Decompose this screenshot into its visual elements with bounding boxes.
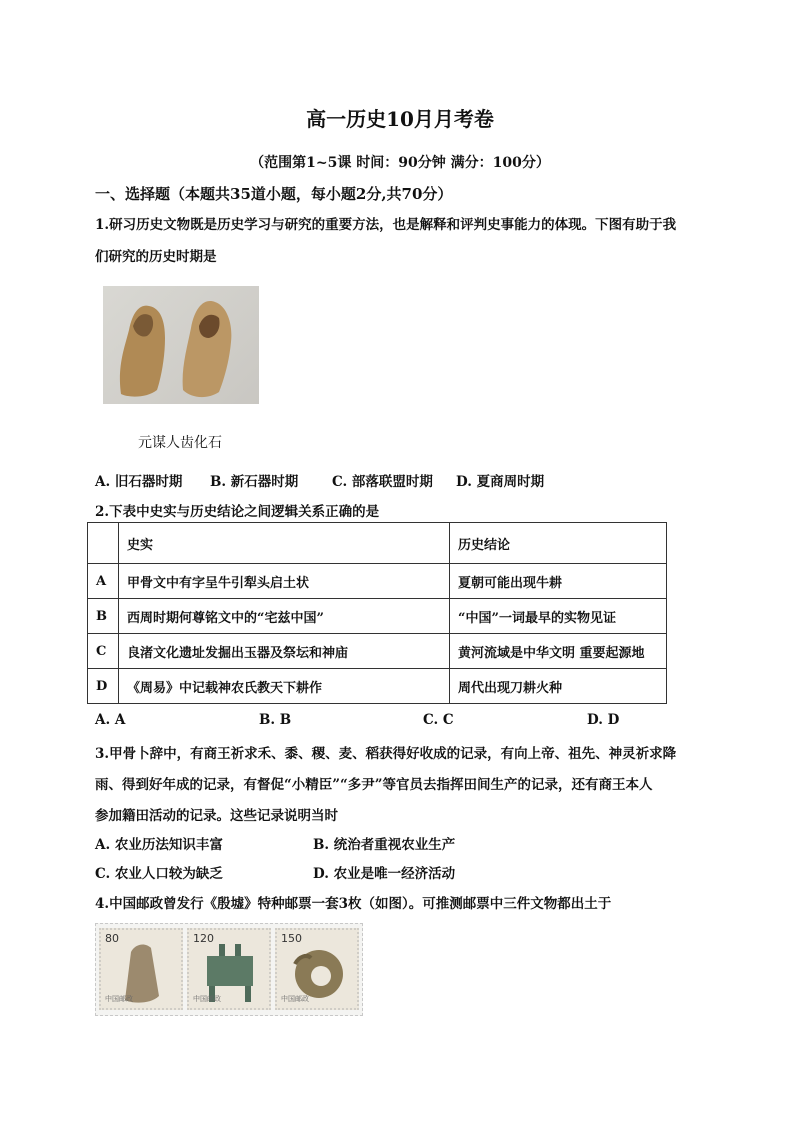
- q1-stem-line1: 1.研习历史文物既是历史学习与研究的重要方法，也是解释和评判史事能力的体现。下图有助于我: [95, 217, 677, 233]
- yinxu-stamp-set: [95, 923, 363, 1016]
- stamp-value: 150: [281, 932, 302, 945]
- stamp-jade-dragon: [275, 928, 359, 1010]
- q1-option-a[interactable]: A. 旧石器时期: [95, 474, 183, 490]
- q3-stem-line1: 3.甲骨卜辞中，有商王祈求禾、黍、稷、麦、稻获得好收成的记录，有向上帝、祖先、神灵祈求降: [95, 746, 677, 762]
- table-row: [88, 564, 667, 599]
- q1-option-c[interactable]: C. 部落联盟时期: [332, 474, 433, 490]
- q3-options-row1: [95, 833, 455, 853]
- table-cell: C: [88, 634, 119, 669]
- table-header-cell: 历史结论: [450, 523, 667, 564]
- q2-options: [95, 712, 619, 728]
- q1-stem-line2: 们研究的历史时期是: [95, 249, 217, 265]
- stamp-country: 中国邮政: [193, 995, 221, 1003]
- table-cell: 甲骨文中有字呈牛引犁头启土状: [119, 564, 450, 599]
- table-header-cell: 史实: [119, 523, 450, 564]
- table-cell: 周代出现刀耕火种: [450, 669, 667, 704]
- table-row: [88, 599, 667, 634]
- tooth-fossil-photo: [103, 286, 259, 404]
- table-header-cell: [88, 523, 119, 564]
- stamp-value: 80: [105, 932, 119, 945]
- table-cell: “中国”一词最早的实物见证: [450, 599, 667, 634]
- table-cell: 西周时期何尊铭文中的“宅兹中国”: [119, 599, 450, 634]
- q2-option-a[interactable]: A. A: [95, 712, 126, 728]
- table-cell: 夏朝可能出现牛耕: [450, 564, 667, 599]
- section-heading: 一、选择题（本题共35道小题，每小题2分,共70分）: [95, 185, 453, 203]
- table-cell: 良渚文化遗址发掘出玉器及祭坛和神庙: [119, 634, 450, 669]
- table-header-row: [88, 523, 667, 564]
- history-table: [87, 522, 667, 704]
- q2-option-b[interactable]: B. B: [259, 712, 292, 728]
- table-cell: 《周易》中记载神农氏教天下耕作: [119, 669, 450, 704]
- q3-option-a[interactable]: A. 农业历法知识丰富: [95, 837, 223, 853]
- q1-option-d[interactable]: D. 夏商周时期: [456, 474, 545, 490]
- stamp-value: 120: [193, 932, 214, 945]
- q3-options-row2: [95, 862, 455, 882]
- q2-stem: 2.下表中史实与历史结论之间逻辑关系正确的是: [95, 504, 380, 520]
- table-row: [88, 669, 667, 704]
- q3-option-c[interactable]: C. 农业人口较为缺乏: [95, 866, 223, 882]
- q3-option-b[interactable]: B. 统治者重视农业生产: [313, 837, 456, 853]
- q2-option-d[interactable]: D. D: [587, 712, 620, 728]
- table-cell: A: [88, 564, 119, 599]
- stamp-jade-blade: [99, 928, 183, 1010]
- q4-stem: 4.中国邮政曾发行《殷墟》特种邮票一套3枚（如图）。可推测邮票中三件文物都出土于: [95, 896, 612, 912]
- exam-subtitle: （范围第1~5课 时间：90分钟 满分：100分）: [250, 155, 550, 171]
- q2-option-c[interactable]: C. C: [423, 712, 454, 728]
- table-cell: D: [88, 669, 119, 704]
- exam-title: 高一历史10月月考卷: [306, 107, 494, 131]
- table-row: [88, 634, 667, 669]
- q1-options: [95, 470, 544, 490]
- q3-option-d[interactable]: D. 农业是唯一经济活动: [313, 866, 456, 882]
- photo-caption: 元谋人齿化石: [138, 435, 222, 451]
- stamp-bronze-ding: [187, 928, 271, 1010]
- stamp-country: 中国邮政: [105, 995, 133, 1003]
- q1-option-b[interactable]: B. 新石器时期: [210, 474, 299, 490]
- q3-stem-line3: 参加籍田活动的记录。这些记录说明当时: [95, 808, 338, 824]
- table-cell: B: [88, 599, 119, 634]
- table-cell: 黄河流域是中华文明 重要起源地: [450, 634, 667, 669]
- stamp-country: 中国邮政: [281, 995, 309, 1003]
- q3-stem-line2: 雨、得到好年成的记录，有督促“小精臣”“多尹”等官员去指挥田间生产的记录，还有商王本人: [95, 777, 653, 793]
